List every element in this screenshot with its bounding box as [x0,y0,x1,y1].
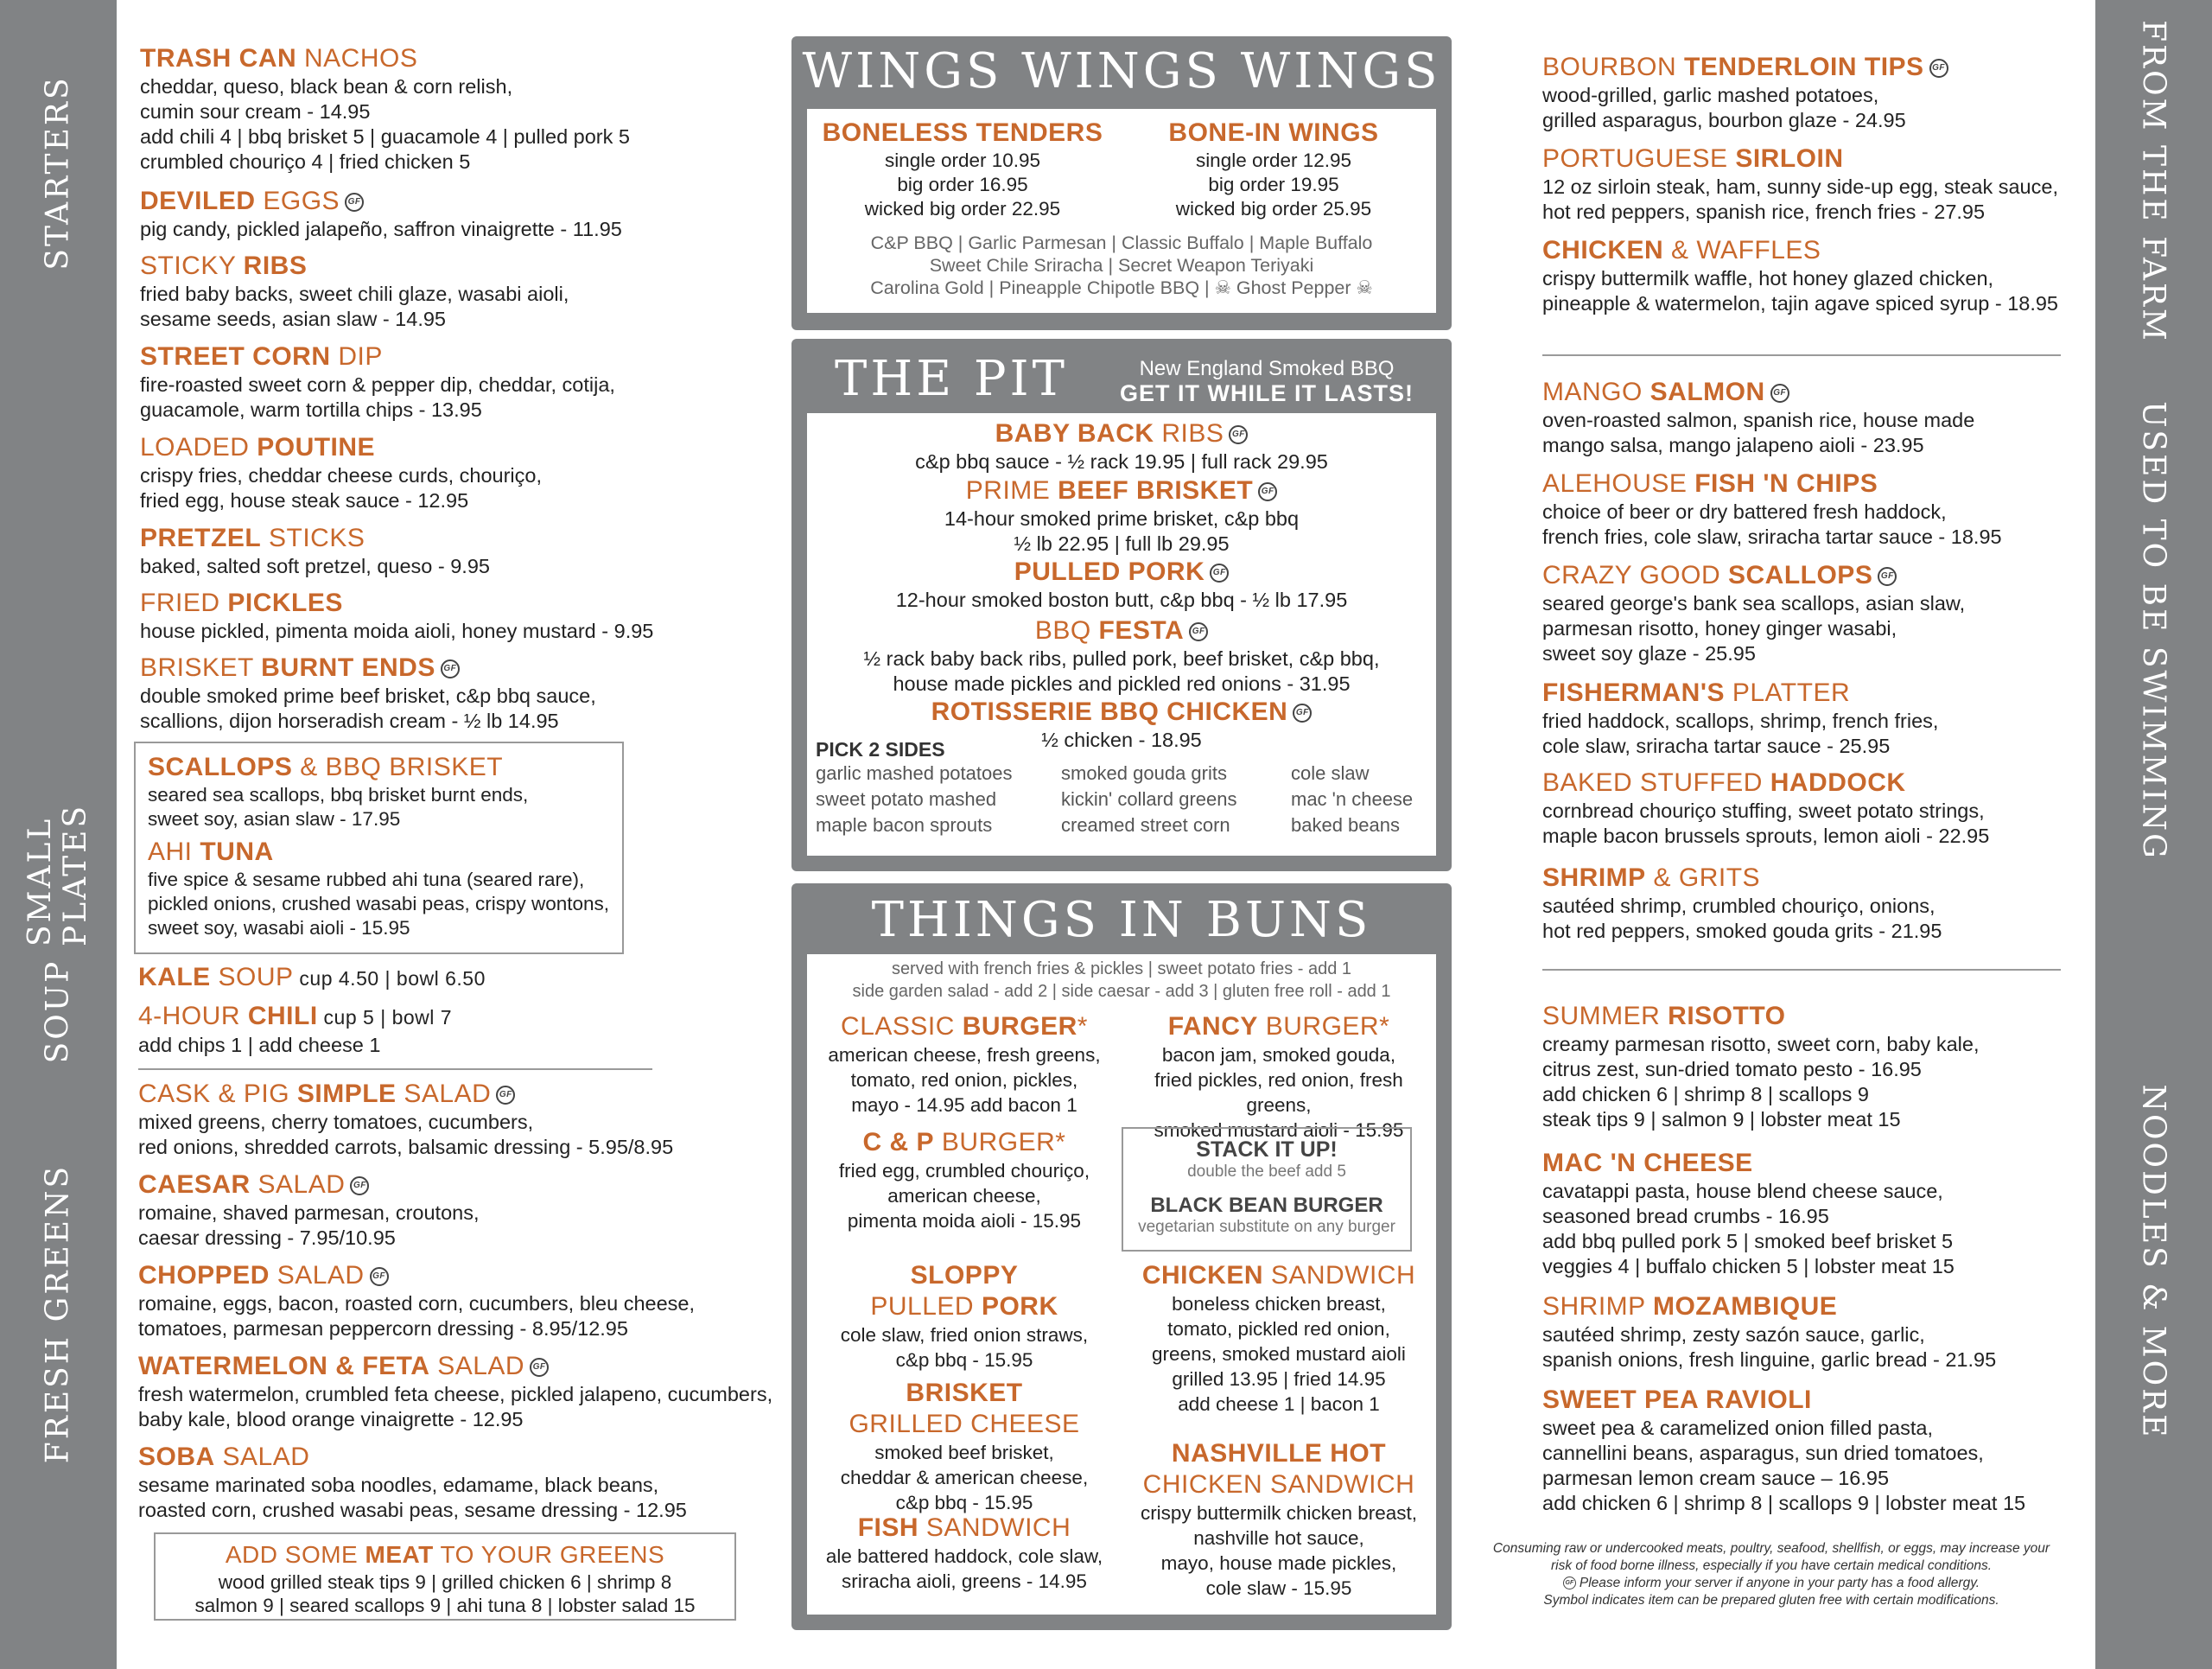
rail-label-noodles-more: NOODLES & MORE [2135,1084,2171,1440]
sides-col-1 [816,761,1012,838]
side-item: creamed street corn [1061,814,1230,836]
menu-item-bbq-festa [807,615,1436,697]
disclaimer-line-2: risk of food borne illness, especially if you have certain medical conditions. [1550,1558,1993,1573]
rail-label-small-plates: SMALL PLATES [22,803,93,946]
gluten-free-icon: GF [1293,704,1312,723]
item-description: fresh watermelon, crumbled feta cheese, pickled jalapeno, cucumbers, baby kale, blood orange vinaigrette - 12.95 [138,1383,773,1430]
item-name: LOADED POUTINE [140,433,376,462]
rail-label-from-the-farm: FROM THE FARM [2135,20,2171,343]
disclaimer [1469,1540,2074,1609]
menu-item-classic-burger [807,1011,1122,1118]
sides-col-2 [1061,761,1237,838]
menu-item-scallops-bbq-brisket [148,752,528,831]
buns-inner [807,954,1436,1615]
boneless-price-2: big order 16.95 [897,174,1028,195]
item-name: SCALLOPS & BBQ BRISKET [148,753,504,781]
menu-item-pretzel-sticks [140,523,490,579]
menu-item-sloppy-pulled-pork [807,1260,1122,1373]
side-item: smoked gouda grits [1061,762,1227,784]
boneless-price-1: single order 10.95 [884,150,1041,171]
menu-item-caesar-salad [138,1169,480,1251]
menu-item-summer-risotto [1542,1001,1979,1132]
menu-item-portuguese-sirloin [1542,143,2058,225]
item-description: fried baby backs, sweet chili glaze, wasabi aioli, sesame seeds, asian slaw - 14.95 [140,283,569,330]
item-description: mixed greens, cherry tomatoes, cucumbers, red onions, shredded carrots, balsamic dressing - 5.95/8.95 [138,1111,674,1158]
gluten-free-icon: GF [345,193,364,212]
rail-label-soup: SOUP [40,959,76,1064]
menu-item-kale-soup [138,962,486,994]
gluten-free-icon: GF [370,1267,389,1286]
menu-item-street-corn-dip [140,341,615,423]
item-name-line-2: PULLED PORK [870,1292,1058,1321]
item-name: BRISKET BURNT ENDS GF [140,653,596,684]
gluten-free-icon: GF [1878,567,1897,586]
divider [1542,969,2061,971]
item-description: oven-roasted salmon, spanish rice, house made mango salsa, mango jalapeno aioli - 23.95 [1542,409,1975,456]
boneless-price-3: wicked big order 22.95 [864,198,1061,220]
sauce-line-2: Sweet Chile Sriracha | Secret Weapon Teriyaki [929,255,1314,276]
item-name: PRIME BEEF BRISKET GF [807,475,1436,506]
side-item: sweet potato mashed [816,788,997,810]
menu-item-shrimp-grits [1542,863,1942,944]
item-description: sweet pea & caramelized onion filled pasta, cannellini beans, asparagus, sun dried tomatoes, parmesan lemon cream sauce – 16.95 add chicken 6 | shrimp 8 | scallops 9 | lobster meat 15 [1542,1417,2026,1514]
item-name: WATERMELON & FETA SALAD GF [138,1351,772,1382]
item-name: CASK & PIG SIMPLE SALAD GF [138,1079,673,1110]
item-name: TRASH CAN NACHOS [140,44,418,73]
item-description: ½ chicken - 18.95 [1041,729,1202,751]
menu-item-mac-n-cheese [1542,1148,1955,1279]
item-description: sesame marinated soba noodles, edamame, black beans, roasted corn, crushed wasabi peas, sesame dressing - 12.95 [138,1474,687,1521]
sauce-line-1: C&P BBQ | Garlic Parmesan | Classic Buffalo | Maple Buffalo [870,233,1373,253]
item-name: STICKY RIBS [140,252,308,280]
item-description: c&p bbq sauce - ½ rack 19.95 | full rack 29.95 [915,450,1328,473]
item-name: CHICKEN & WAFFLES [1542,236,1821,264]
item-name: SUMMER RISOTTO [1542,1002,1786,1030]
wings-inner [807,109,1436,313]
item-description: romaine, shaved parmesan, croutons, caesar dressing - 7.95/10.95 [138,1201,480,1249]
rail-label-used-to-be-swimming: USED TO BE SWIMMING [2135,401,2171,861]
item-name: DEVILED EGGS GF [140,186,622,217]
menu-item-chopped-salad [138,1260,695,1341]
menu-item-fish-sandwich [807,1513,1122,1594]
menu-item-sticky-ribs [140,251,569,332]
stack-it-up-box [1122,1127,1412,1252]
item-description: 14-hour smoked prime brisket, c&p bbq ½ lb 22.95 | full lb 29.95 [944,507,1300,555]
side-item: mac 'n cheese [1291,788,1414,810]
divider [138,1068,652,1070]
item-name-line-1: BRISKET [906,1379,1023,1407]
item-description: ½ rack baby back ribs, pulled pork, beef brisket, c&p bbq, house made pickles and pickled red onions - 31.95 [863,647,1380,695]
wings-title: WINGS WINGS WINGS [802,43,1441,99]
item-description: american cheese, fresh greens, tomato, red onion, pickles, mayo - 14.95 add bacon 1 [828,1044,1101,1116]
item-description: 12-hour smoked boston butt, c&p bbq - ½ lb 17.95 [895,589,1348,611]
item-description: cavatappi pasta, house blend cheese sauce, seasoned bread crumbs - 16.95 add bbq pulled pork 5 | smoked beef brisket 5 veggies 4 | buffalo chicken 5 | lobster meat 15 [1542,1180,1955,1277]
item-name: STREET CORN DIP [140,342,383,371]
item-description: 12 oz sirloin steak, ham, sunny side-up egg, steak sauce, hot red peppers, spanish rice, french fries - 27.95 [1542,175,2058,223]
pit-inner [807,413,1436,856]
disclaimer-line-1: Consuming raw or undercooked meats, poultry, seafood, shellfish, or eggs, may increase your [1492,1541,2050,1556]
small-plates-box [134,742,624,954]
menu-item-brisket-burnt-ends [140,653,596,734]
item-name: SWEET PEA RAVIOLI [1542,1386,1812,1414]
stack-title: STACK IT UP! [1196,1137,1338,1162]
item-description: cheddar, queso, black bean & corn relish, cumin sour cream - 14.95 add chili 4 | bbq brisket 5 | guacamole 4 | pulled pork 5 crumbled chouriço 4 | fried chicken 5 [140,75,630,173]
wing-sauces [807,232,1436,299]
menu-item-mango-salmon [1542,377,1974,458]
item-name-line-2: CHICKEN SANDWICH [1142,1470,1415,1499]
item-description: sautéed shrimp, zesty sazón sauce, garlic, spanish onions, fresh linguine, garlic bread - 21.95 [1542,1323,1997,1371]
buns-notes: served with french fries & pickles | sweet potato fries - add 1 side garden salad - add 2 | side caesar - add 3 | gluten free roll - add 1 [852,959,1391,1001]
item-description: wood-grilled, garlic mashed potatoes, grilled asparagus, bourbon glaze - 24.95 [1542,84,1906,131]
item-name: BONE-IN WINGS [1168,118,1379,147]
item-name: BBQ FESTA GF [807,615,1436,647]
bonein-price-3: wicked big order 25.95 [1175,198,1372,220]
black-bean-sub: vegetarian substitute on any burger [1138,1218,1395,1236]
item-name: CRAZY GOOD SCALLOPS GF [1542,560,1965,591]
buns-title: THINGS IN BUNS [871,892,1372,948]
pit-subtitle: New England Smoked BBQ GET IT WHILE IT LASTS! [1120,357,1414,406]
pit-title: THE PIT [835,351,1069,407]
item-name: KALE SOUP cup 4.50 | bowl 6.50 [138,963,486,991]
item-description: smoked beef brisket, cheddar & american cheese, c&p bbq - 15.95 [840,1442,1089,1513]
add-meat-line-1: wood grilled steak tips 9 | grilled chicken 6 | shrimp 8 [218,1571,672,1593]
buns-panel [791,883,1452,1630]
menu-item-deviled-eggs [140,186,622,242]
menu-item-fish-n-chips [1542,468,2002,550]
menu-item-baked-stuffed-haddock [1542,768,1989,849]
item-name: SOBA SALAD [138,1443,310,1471]
gluten-free-icon: GF [1210,564,1229,583]
pick-sides-title: PICK 2 SIDES [816,738,945,761]
item-description: bacon jam, smoked gouda, fried pickles, red onion, fresh greens, smoked mustard aioli - 15.95 [1154,1044,1404,1141]
side-item: baked beans [1291,814,1400,836]
item-description: house pickled, pimenta moida aioli, honey mustard - 9.95 [140,620,654,642]
item-name: MAC 'N CHEESE [1542,1149,1753,1177]
add-meat-line-2: salmon 9 | seared scallops 9 | ahi tuna 8 | lobster salad 15 [194,1595,696,1616]
bonein-price-1: single order 12.95 [1195,150,1352,171]
item-description: fire-roasted sweet corn & pepper dip, cheddar, cotija, guacamole, warm tortilla chips - 13.95 [140,373,615,421]
item-name: FRIED PICKLES [140,589,343,617]
item-name-line-1: SLOPPY [910,1261,1019,1290]
item-description: fried haddock, scallops, shrimp, french fries, cole slaw, sriracha tartar sauce - 25.95 [1542,710,1939,757]
item-description: romaine, eggs, bacon, roasted corn, cucumbers, bleu cheese, tomatoes, parmesan peppercorn dressing - 8.95/12.95 [138,1292,696,1340]
item-name: CLASSIC BURGER* [841,1012,1088,1041]
item-description: double smoked prime beef brisket, c&p bbq sauce, scallions, dijon horseradish cream - ½ lb 14.95 [140,685,596,732]
rail-label-fresh-greens: FRESH GREENS [40,1163,76,1464]
menu-item-fancy-burger [1122,1011,1436,1143]
item-name: CAESAR SALAD GF [138,1169,480,1201]
item-name: ALEHOUSE FISH 'N CHIPS [1542,469,1878,498]
menu-item-bourbon-tenderloin-tips [1542,52,1948,133]
gluten-free-icon: GF [1258,482,1277,501]
menu-item-loaded-poutine [140,432,542,513]
gluten-free-icon: GF [350,1176,369,1195]
item-description: seared george's bank sea scallops, asian slaw, parmesan risotto, honey ginger wasabi, sweet soy glaze - 25.95 [1542,592,1966,665]
gluten-free-icon: GF [1929,59,1948,78]
disclaimer-line-3: GF Please inform your server if anyone in your party has a food allergy. [1469,1575,2074,1592]
item-name: FISH SANDWICH [857,1513,1071,1542]
left-rail [0,0,117,1669]
gluten-free-icon: GF [496,1086,515,1105]
menu-item-boneless-tenders [816,118,1109,221]
black-bean-title: BLACK BEAN BURGER [1150,1194,1383,1217]
item-name: C & P BURGER* [862,1128,1066,1156]
item-name: PULLED PORK GF [807,557,1436,588]
menu-item-fried-pickles [140,588,653,644]
item-description: seared sea scallops, bbq brisket burnt ends, sweet soy, asian slaw - 17.95 [148,784,529,830]
right-rail [2095,0,2212,1669]
gluten-free-icon: GF [441,659,460,678]
item-description: crispy buttermilk chicken breast, nashville hot sauce, mayo, house made pickles, cole slaw - 15.95 [1140,1502,1418,1599]
item-description: baked, salted soft pretzel, queso - 9.95 [140,555,490,577]
menu-item-brisket-grilled-cheese [807,1378,1122,1515]
menu-item-baby-back-ribs [807,418,1436,475]
item-name: BONELESS TENDERS [822,118,1103,147]
item-name: SHRIMP & GRITS [1542,863,1761,892]
item-description: sautéed shrimp, crumbled chouriço, onions, hot red peppers, smoked gouda grits - 21.95 [1542,895,1942,942]
menu-item-pulled-pork [807,557,1436,613]
item-name-line-1: NASHVILLE HOT [1171,1439,1387,1468]
item-name: BOURBON TENDERLOIN TIPS GF [1542,52,1948,83]
item-name: CHOPPED SALAD GF [138,1260,695,1291]
item-name: FANCY BURGER* [1167,1012,1390,1041]
menu-item-cp-burger [807,1127,1122,1233]
side-item: maple bacon sprouts [816,814,993,836]
gluten-free-icon: GF [1770,384,1789,403]
menu-item-soba-salad [138,1442,687,1523]
rail-label-starters: STARTERS [40,75,76,271]
menu-item-bone-in-wings [1127,118,1421,221]
item-description: creamy parmesan risotto, sweet corn, baby kale, citrus zest, sun-dried tomato pesto - 16.95 add chicken 6 | shrimp 8 | scallops 9 steak tips 9 | salmon 9 | lobster meat 15 [1542,1033,1980,1131]
menu-item-crazy-good-scallops [1542,560,1965,666]
disclaimer-line-4: Symbol indicates item can be prepared gluten free with certain modifications. [1543,1593,1999,1608]
sides-col-3 [1291,761,1413,838]
item-name: 4-HOUR CHILI cup 5 | bowl 7 [138,1002,453,1030]
menu-item-shrimp-mozambique [1542,1291,1996,1373]
item-name: PRETZEL STICKS [140,524,365,552]
menu-item-chicken-waffles [1542,235,2058,316]
item-name: CHICKEN SANDWICH [1141,1261,1416,1290]
menu-item-nashville-hot-chicken [1122,1438,1436,1601]
item-name: BAKED STUFFED HADDOCK [1542,768,1906,797]
side-item: kickin' collard greens [1061,788,1237,810]
item-description: boneless chicken breast, tomato, pickled red onion, greens, smoked mustard aioli grilled 13.95 | fried 14.95 add cheese 1 | bacon 1 [1152,1293,1406,1415]
item-description: crispy buttermilk waffle, hot honey glazed chicken, pineapple & watermelon, tajin agave spiced syrup - 18.95 [1542,267,2059,315]
item-name: FISHERMAN'S PLATTER [1542,678,1851,707]
add-meat-box [154,1532,736,1621]
gluten-free-icon: GF [1563,1577,1576,1589]
menu-item-simple-salad [138,1079,673,1160]
wings-panel [791,36,1452,330]
menu-item-trash-can-nachos [140,43,630,175]
divider [1542,354,2061,356]
item-description: pig candy, pickled jalapeño, saffron vinaigrette - 11.95 [140,218,622,240]
menu-item-4-hour-chili [138,1001,452,1058]
item-description: cole slaw, fried onion straws, c&p bbq - 15.95 [840,1324,1089,1371]
sauce-line-3: Carolina Gold | Pineapple Chipotle BBQ | ☠ Ghost Pepper ☠ [870,277,1373,298]
item-name: BABY BACK RIBS GF [807,418,1436,449]
item-description: fried egg, crumbled chouriço, american cheese, pimenta moida aioli - 15.95 [838,1160,1090,1232]
item-description: crispy fries, cheddar cheese curds, chouriço, fried egg, house steak sauce - 12.95 [140,464,542,512]
gluten-free-icon: GF [530,1358,549,1377]
add-meat-title: ADD SOME MEAT TO YOUR GREENS [225,1541,665,1568]
side-item: cole slaw [1291,762,1370,784]
item-name: MANGO SALMON GF [1542,377,1974,408]
side-item: garlic mashed potatoes [816,762,1013,784]
gluten-free-icon: GF [1229,425,1248,444]
bonein-price-2: big order 19.95 [1208,174,1339,195]
menu-item-ahi-tuna [148,837,609,940]
item-name: AHI TUNA [148,838,274,866]
item-description: choice of beer or dry battered fresh haddock, french fries, cole slaw, sriracha tartar sauce - 18.95 [1542,500,2002,548]
item-description: ale battered haddock, cole slaw, sriracha aioli, greens - 14.95 [825,1545,1103,1592]
pit-panel [791,339,1452,871]
item-description: add chips 1 | add cheese 1 [138,1034,381,1056]
menu-item-prime-beef-brisket [807,475,1436,557]
item-name: SHRIMP MOZAMBIQUE [1542,1292,1838,1321]
menu-item-sweet-pea-ravioli [1542,1385,2025,1516]
stack-sub: double the beef add 5 [1187,1163,1346,1181]
item-name: PORTUGUESE SIRLOIN [1542,144,1844,173]
item-name-line-2: GRILLED CHEESE [849,1410,1080,1438]
gluten-free-icon: GF [1189,622,1208,641]
item-description: cornbread chouriço stuffing, sweet potato strings, maple bacon brussels sprouts, lemon aioli - 22.95 [1542,799,1990,847]
item-description: five spice & sesame rubbed ahi tuna (seared rare), pickled onions, crushed wasabi peas, crispy wontons, sweet soy, wasabi aioli - 15.95 [148,869,610,939]
menu-item-fishermans-platter [1542,678,1938,759]
menu-item-watermelon-feta-salad [138,1351,772,1432]
menu-item-chicken-sandwich [1122,1260,1436,1417]
item-name: ROTISSERIE BBQ CHICKEN GF [807,697,1436,728]
